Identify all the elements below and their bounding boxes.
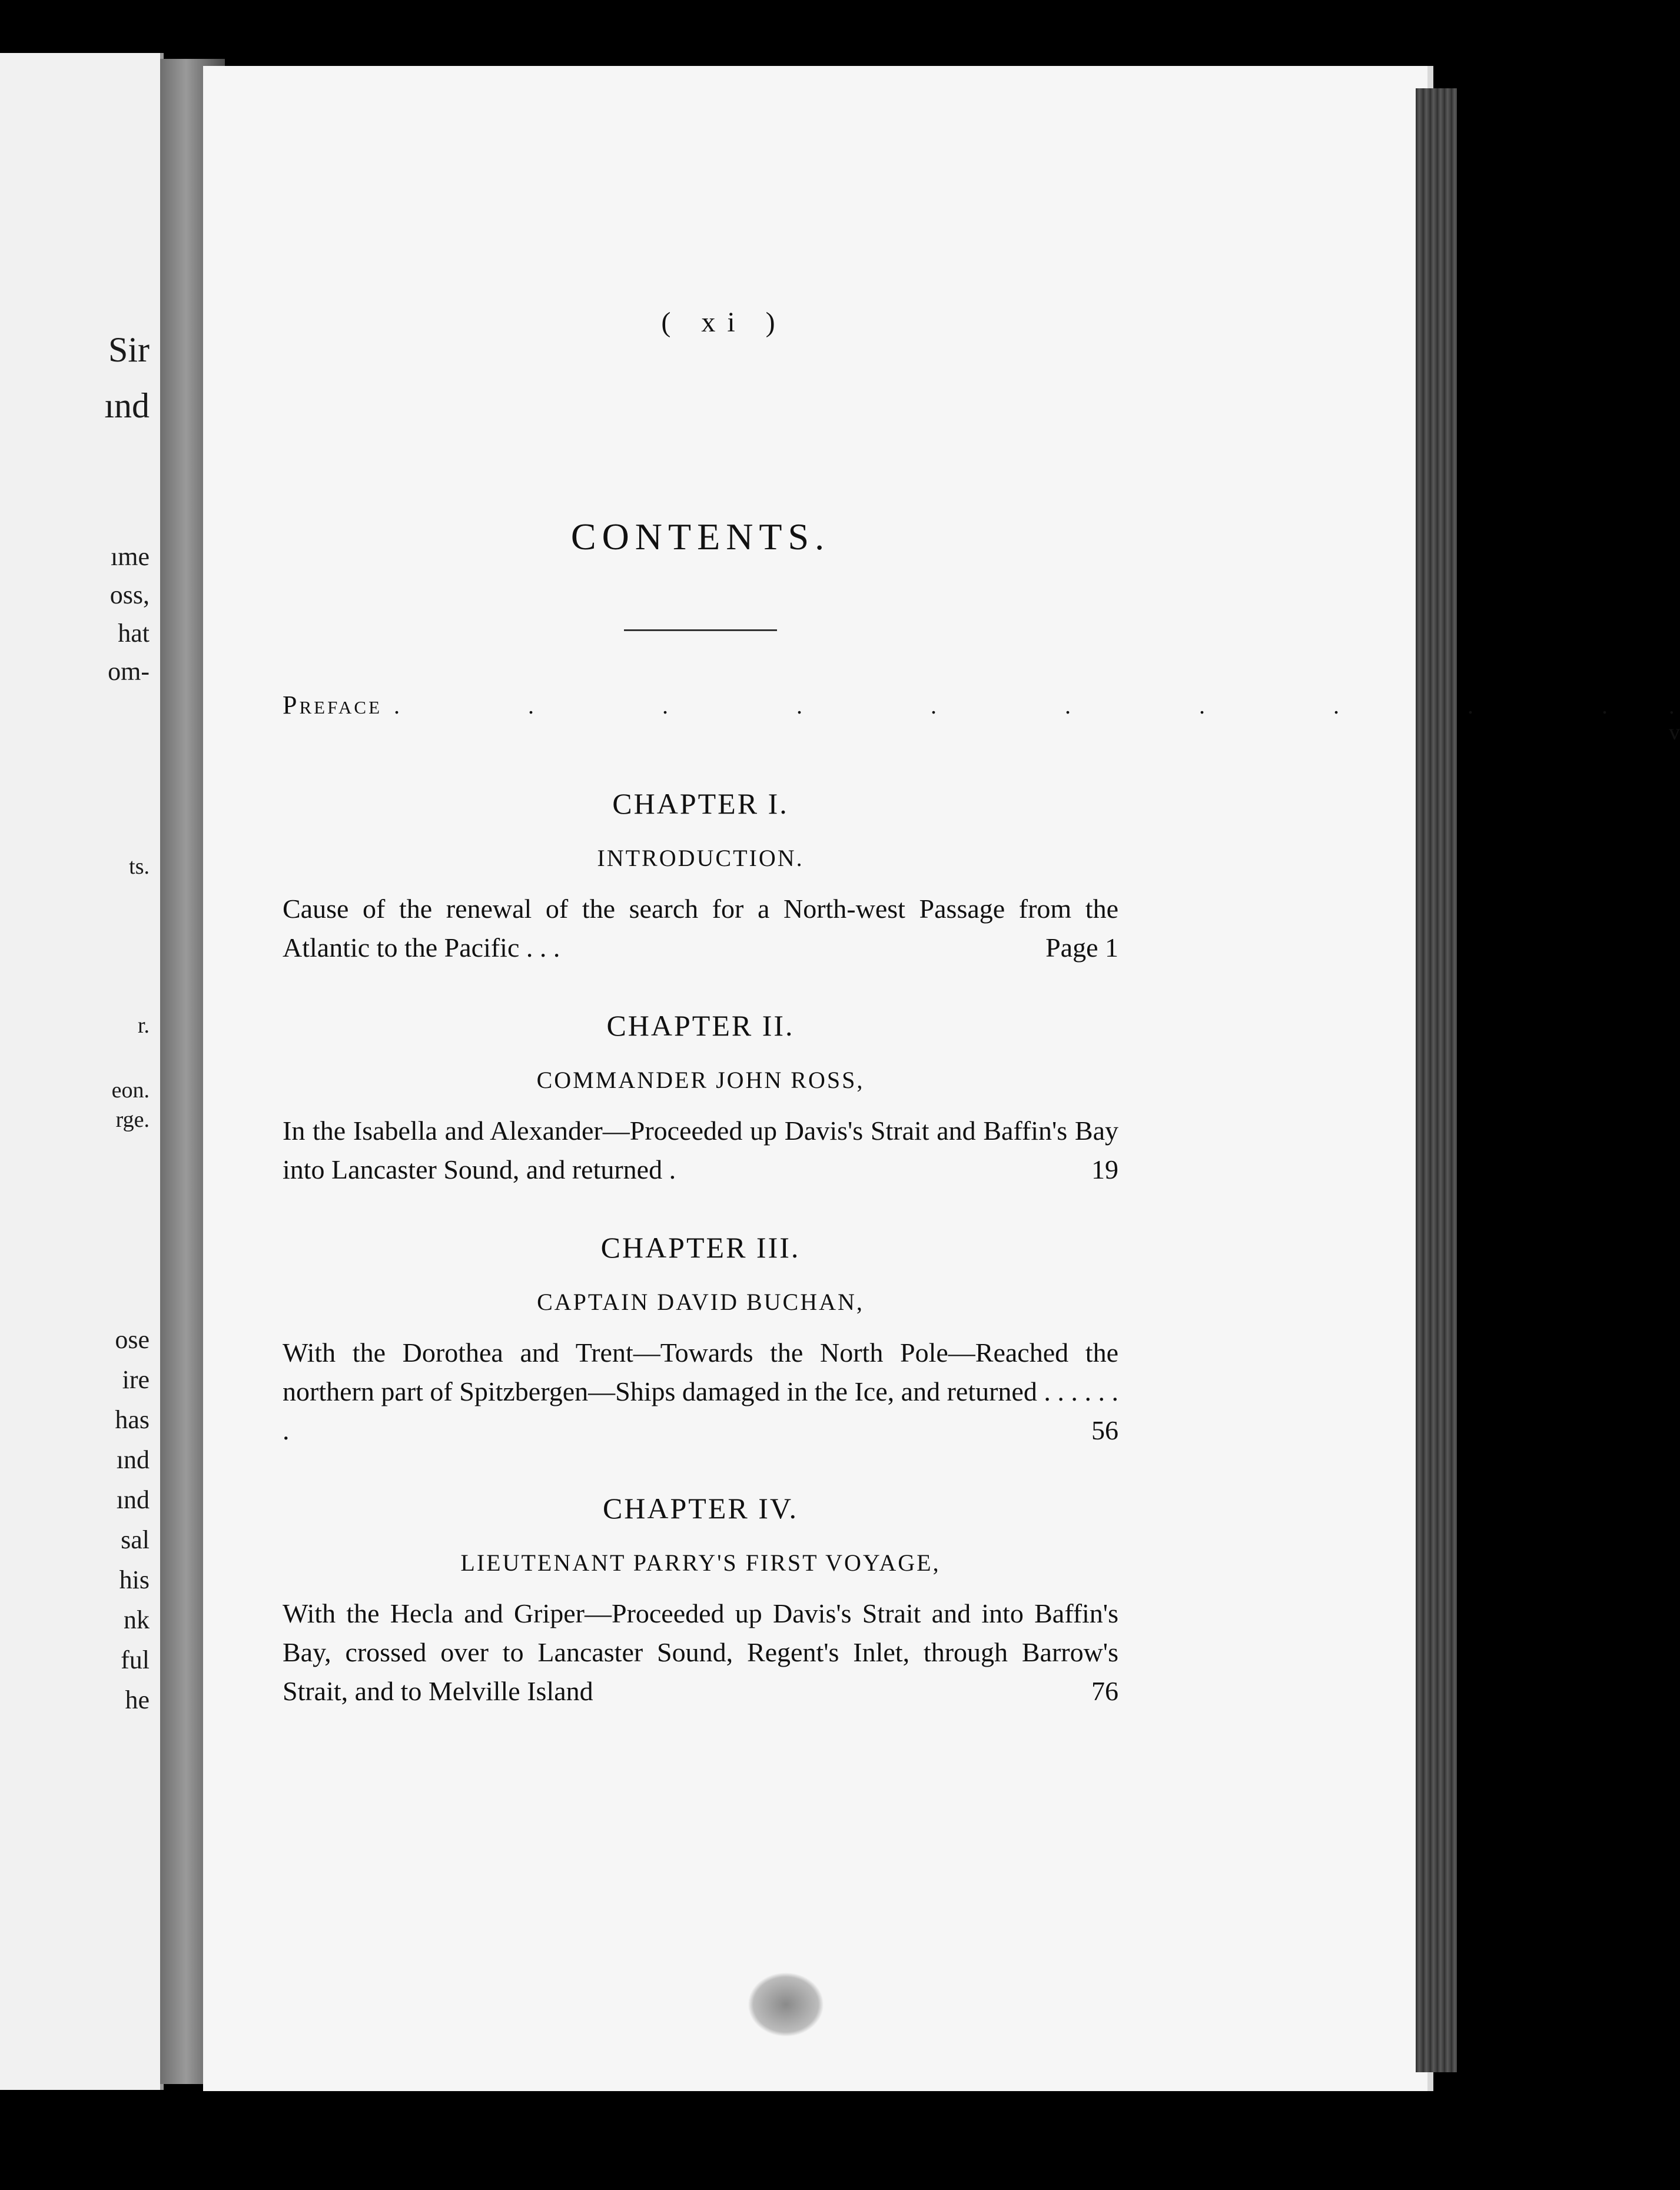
chapter-description-text: In the Isabella and Alexander—Proceeded up Davis's Strait and Baffin's Bay into Lancaster Sound, and returned . [283,1116,1118,1184]
left-page-text-fragment: ts. [129,854,150,879]
left-page-text-fragment: ınd [116,1445,150,1474]
left-page-text-fragment: r. [137,1013,150,1038]
left-page-text-fragment: ıme [111,542,150,571]
preface-page: . v [1669,694,1680,745]
chapter-page-number: 76 [1091,1676,1118,1706]
chapter-list [283,787,1118,1711]
preface-leader-dots: . . . . . . . . . . [394,692,1669,719]
chapter-description-text: Cause of the renewal of the search for a North-west Passage from the Atlantic to the Pacific . . . [283,894,1118,963]
chapter-entry [283,1008,1118,1189]
chapter-subject: INTRODUCTION. [597,845,804,871]
divider-rule [624,629,777,631]
chapter-subject: LIEUTENANT PARRY'S FIRST VOYAGE, [460,1549,941,1576]
folio-number: ( xi ) [661,307,787,338]
chapter-title: CHAPTER IV. [602,1492,799,1525]
page-title: CONTENTS. [570,516,831,558]
left-page-text-fragment: sal [121,1525,150,1554]
left-page-text-fragment: hat [118,619,150,648]
chapter-page-number: 56 [1091,1415,1118,1445]
chapter-entry [283,1491,1118,1711]
left-page-text-fragment: Sir [108,330,150,369]
left-page-text-fragment: oss, [109,580,150,609]
chapter-description-text: With the Dorothea and Trent—Towards the North Pole—Reached the northern part of Spitzbergen—Ships damaged in the Ice, and returned . . . . . . . [283,1338,1118,1445]
chapter-description [283,1111,1118,1189]
contents-page [283,306,1680,1711]
chapter-description-text: With the Hecla and Griper—Proceeded up Davis's Strait and into Baffin's Bay, crossed over to Lancaster Sound, Regent's Inlet, through Barrow's Strait, and to Melville Island [283,1598,1118,1706]
chapter-page-number: 19 [1091,1154,1118,1184]
left-page-text-fragment: om- [108,657,150,686]
left-page-text-fragment: eon. [111,1078,150,1103]
chapter-description [283,890,1118,967]
chapter-title: CHAPTER II. [606,1009,795,1042]
preface-label: Preface [283,691,383,719]
left-page-text-fragment: his [119,1565,150,1594]
preface-entry [283,690,1680,745]
chapter-entry [283,1230,1118,1450]
chapter-subject: COMMANDER JOHN ROSS, [536,1067,865,1093]
ink-smudge [748,1972,824,2037]
left-page-text-fragment: rge. [115,1107,150,1132]
left-page-text-fragment: has [115,1405,150,1434]
page-edge [1416,88,1457,2072]
chapter-page-number: Page 1 [1045,933,1118,963]
chapter-title: CHAPTER I. [612,787,789,820]
chapter-description [283,1594,1118,1711]
chapter-description [283,1333,1118,1450]
left-page-text-fragment: nk [124,1605,150,1634]
left-page [0,53,164,2090]
left-page-text-fragment: ınd [116,1485,150,1514]
left-page-text-fragment: ose [115,1325,150,1354]
chapter-title: CHAPTER III. [600,1231,801,1264]
left-page-text-fragment: ire [122,1365,150,1394]
chapter-entry [283,787,1118,967]
chapter-subject: CAPTAIN DAVID BUCHAN, [537,1289,864,1315]
left-page-text-fragment: ful [121,1645,150,1674]
left-page-text-fragment: ınd [104,386,150,425]
left-page-text-fragment: he [125,1685,150,1714]
